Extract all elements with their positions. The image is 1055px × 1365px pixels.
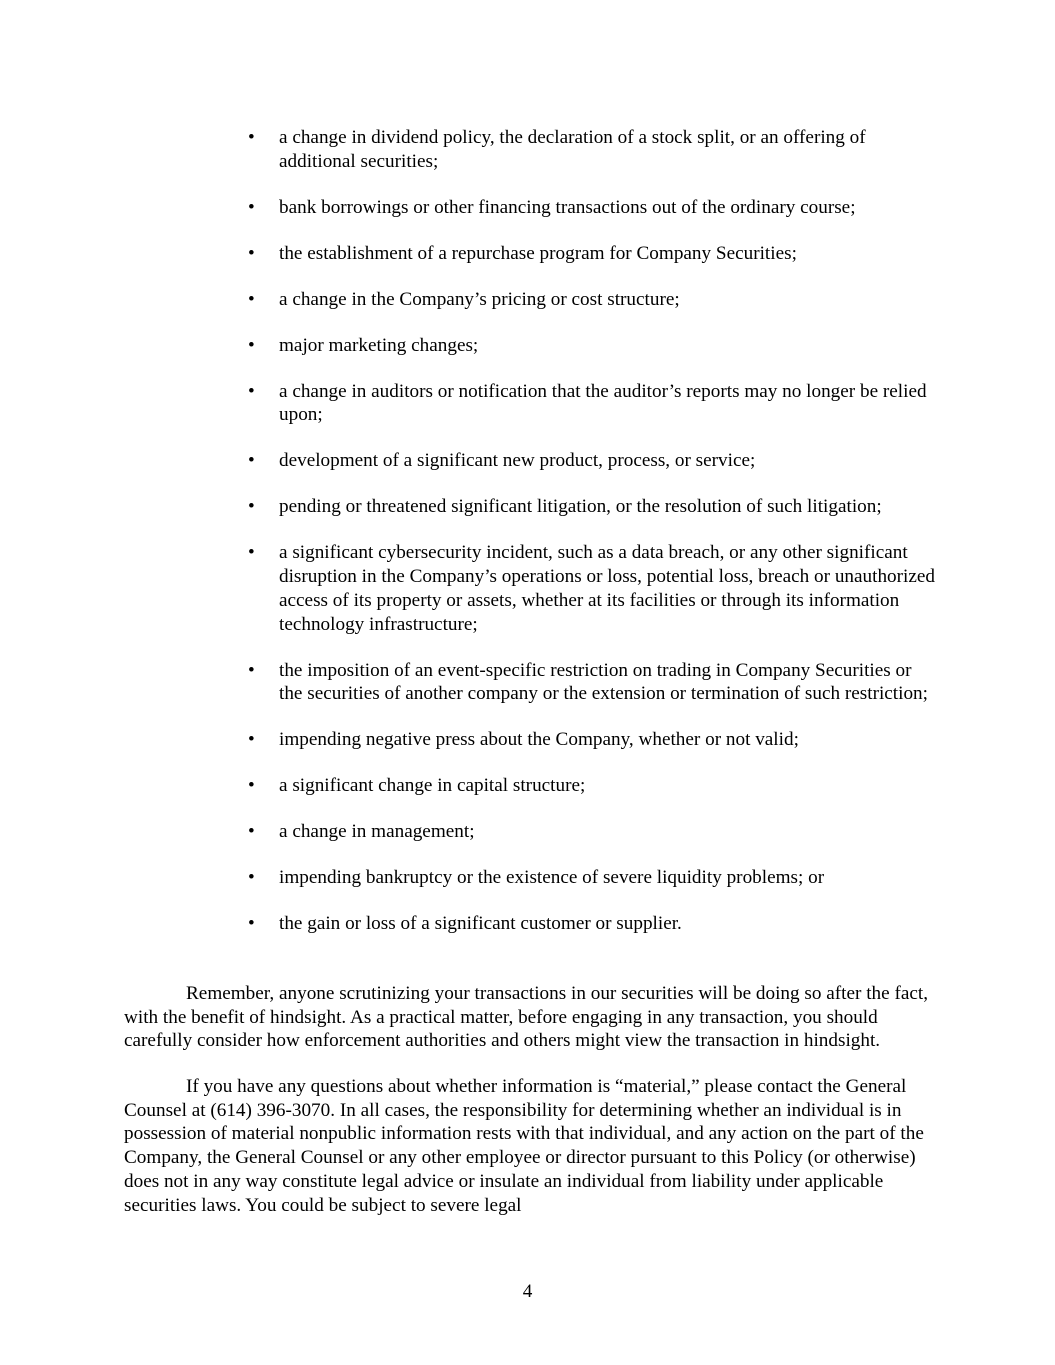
- body-text: [124, 982, 936, 1239]
- list-item: • the gain or loss of a significant customer or supplier.: [248, 912, 938, 936]
- page-number: 4: [522, 1281, 533, 1302]
- list-item: • the imposition of an event-specific restriction on trading in Company Securities or the securities of another company or the extension or termination of such restriction;: [248, 659, 938, 706]
- list-item: • bank borrowings or other financing transactions out of the ordinary course;: [248, 196, 938, 220]
- list-item: • development of a significant new product, process, or service;: [248, 449, 938, 473]
- list-item: • pending or threatened significant litigation, or the resolution of such litigation;: [248, 495, 938, 519]
- material-information-list: [248, 126, 938, 958]
- list-item: • major marketing changes;: [248, 334, 938, 358]
- list-item: • a change in the Company’s pricing or cost structure;: [248, 288, 938, 312]
- list-item: • the establishment of a repurchase program for Company Securities;: [248, 242, 938, 266]
- list-item: • a significant change in capital structure;: [248, 774, 938, 798]
- list-item: • a significant cybersecurity incident, such as a data breach, or any other significant disruption in the Company’s operations or loss, potential loss, breach or unauthorized access of its property or assets, whether at its facilities or through its information technology infrastructure;: [248, 541, 938, 636]
- list-item: • impending bankruptcy or the existence of severe liquidity problems; or: [248, 866, 938, 890]
- list-item: • impending negative press about the Company, whether or not valid;: [248, 728, 938, 752]
- list-item: • a change in management;: [248, 820, 938, 844]
- list-item: • a change in auditors or notification that the auditor’s reports may no longer be relied upon;: [248, 380, 938, 427]
- list-item: • a change in dividend policy, the declaration of a stock split, or an offering of additional securities;: [248, 126, 938, 173]
- hindsight-paragraph: Remember, anyone scrutinizing your transactions in our securities will be doing so after the fact, with the benefit of hindsight. As a practical matter, before engaging in any transaction, you should carefully consider how enforcement authorities and others might view the transaction in hindsight.: [124, 983, 928, 1052]
- materiality-questions-paragraph: If you have any questions about whether information is “material,” please contact the General Counsel at (614) 396-3070. In all cases, the responsibility for determining whether an individual is in possession of material nonpublic information rests with that individual, and any action on the part of the Company, the General Counsel or any other employee or director pursuant to this Policy (or otherwise) does not in any way constitute legal advice or insulate an individual from liability under applicable securities laws. You could be subject to severe legal: [124, 1076, 924, 1216]
